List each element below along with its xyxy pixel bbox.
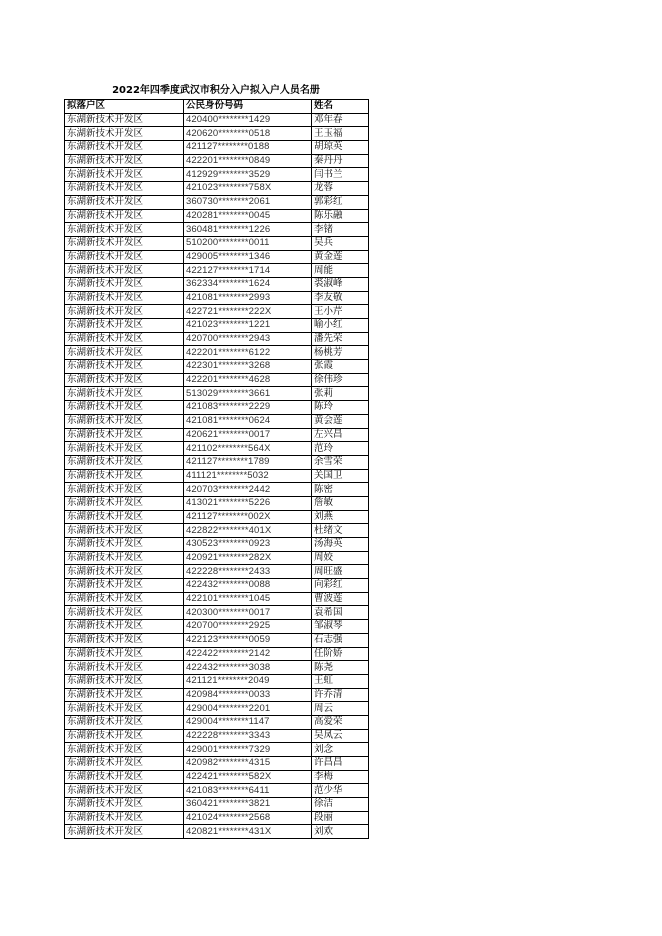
id-number-cell: 420984********0033 xyxy=(184,688,312,702)
id-number-cell: 420921********282X xyxy=(184,551,312,565)
name-cell: 汤海英 xyxy=(312,538,369,552)
name-cell: 曹波莲 xyxy=(312,592,369,606)
name-cell: 陈尧 xyxy=(312,661,369,675)
district-cell: 东湖新技术开发区 xyxy=(65,538,184,552)
table-row xyxy=(65,154,369,168)
table-row xyxy=(65,811,369,825)
id-number-cell: 360481********1226 xyxy=(184,223,312,237)
id-number-cell: 420400********1429 xyxy=(184,113,312,127)
id-number-cell: 422422********2142 xyxy=(184,647,312,661)
id-number-cell: 422228********3343 xyxy=(184,729,312,743)
district-cell: 东湖新技术开发区 xyxy=(65,305,184,319)
district-cell: 东湖新技术开发区 xyxy=(65,195,184,209)
district-cell: 东湖新技术开发区 xyxy=(65,579,184,593)
district-cell: 东湖新技术开发区 xyxy=(65,811,184,825)
name-cell: 关国卫 xyxy=(312,469,369,483)
district-cell: 东湖新技术开发区 xyxy=(65,291,184,305)
district-cell: 东湖新技术开发区 xyxy=(65,346,184,360)
header-id-number: 公民身份号码 xyxy=(184,100,312,114)
name-cell: 范玲 xyxy=(312,442,369,456)
name-cell: 张霞 xyxy=(312,360,369,374)
district-cell: 东湖新技术开发区 xyxy=(65,606,184,620)
id-number-cell: 513029********3661 xyxy=(184,387,312,401)
table-row xyxy=(65,250,369,264)
name-cell: 胡琼英 xyxy=(312,141,369,155)
table-body xyxy=(65,113,369,838)
name-cell: 陈乐融 xyxy=(312,209,369,223)
id-number-cell: 421023********1221 xyxy=(184,319,312,333)
id-number-cell: 420621********0017 xyxy=(184,428,312,442)
table-row xyxy=(65,688,369,702)
name-cell: 周能 xyxy=(312,264,369,278)
table-row xyxy=(65,674,369,688)
table-row xyxy=(65,661,369,675)
name-cell: 秦丹丹 xyxy=(312,154,369,168)
district-cell: 东湖新技术开发区 xyxy=(65,565,184,579)
id-number-cell: 429005********1346 xyxy=(184,250,312,264)
name-cell: 郭彩红 xyxy=(312,195,369,209)
id-number-cell: 421083********6411 xyxy=(184,784,312,798)
table-row xyxy=(65,113,369,127)
id-number-cell: 422123********0059 xyxy=(184,633,312,647)
name-cell: 陈玲 xyxy=(312,401,369,415)
district-cell: 东湖新技术开发区 xyxy=(65,715,184,729)
name-cell: 许昌昌 xyxy=(312,757,369,771)
table-row xyxy=(65,784,369,798)
district-cell: 东湖新技术开发区 xyxy=(65,319,184,333)
id-number-cell: 420620********0518 xyxy=(184,127,312,141)
header-district: 拟落户区 xyxy=(65,100,184,114)
table-row xyxy=(65,305,369,319)
table-row xyxy=(65,360,369,374)
table-row xyxy=(65,606,369,620)
name-cell: 黄金莲 xyxy=(312,250,369,264)
district-cell: 东湖新技术开发区 xyxy=(65,182,184,196)
name-cell: 吴兵 xyxy=(312,236,369,250)
id-number-cell: 413021********5226 xyxy=(184,496,312,510)
district-cell: 东湖新技术开发区 xyxy=(65,702,184,716)
name-cell: 段丽 xyxy=(312,811,369,825)
district-cell: 东湖新技术开发区 xyxy=(65,729,184,743)
table-row xyxy=(65,236,369,250)
table-row xyxy=(65,319,369,333)
table-row xyxy=(65,729,369,743)
table-row xyxy=(65,223,369,237)
table-row xyxy=(65,428,369,442)
table-row xyxy=(65,798,369,812)
id-number-cell: 420821********431X xyxy=(184,825,312,839)
table-row xyxy=(65,743,369,757)
id-number-cell: 421023********758X xyxy=(184,182,312,196)
name-cell: 石志强 xyxy=(312,633,369,647)
name-cell: 张莉 xyxy=(312,387,369,401)
district-cell: 东湖新技术开发区 xyxy=(65,264,184,278)
district-cell: 东湖新技术开发区 xyxy=(65,757,184,771)
table-row xyxy=(65,195,369,209)
id-number-cell: 430523********0923 xyxy=(184,538,312,552)
name-cell: 袁希国 xyxy=(312,606,369,620)
id-number-cell: 421083********2229 xyxy=(184,401,312,415)
id-number-cell: 429004********1147 xyxy=(184,715,312,729)
table-row xyxy=(65,825,369,839)
district-cell: 东湖新技术开发区 xyxy=(65,661,184,675)
id-number-cell: 421127********0188 xyxy=(184,141,312,155)
district-cell: 东湖新技术开发区 xyxy=(65,551,184,565)
name-cell: 王小芹 xyxy=(312,305,369,319)
district-cell: 东湖新技术开发区 xyxy=(65,414,184,428)
name-cell: 潘先荣 xyxy=(312,332,369,346)
name-cell: 向彩红 xyxy=(312,579,369,593)
district-cell: 东湖新技术开发区 xyxy=(65,168,184,182)
district-cell: 东湖新技术开发区 xyxy=(65,496,184,510)
id-number-cell: 422421********582X xyxy=(184,770,312,784)
table-row xyxy=(65,387,369,401)
name-cell: 闫书兰 xyxy=(312,168,369,182)
id-number-cell: 422432********0088 xyxy=(184,579,312,593)
name-cell: 周旺盛 xyxy=(312,565,369,579)
table-row xyxy=(65,483,369,497)
table-row xyxy=(65,168,369,182)
name-cell: 刘念 xyxy=(312,743,369,757)
id-number-cell: 420982********4315 xyxy=(184,757,312,771)
district-cell: 东湖新技术开发区 xyxy=(65,442,184,456)
table-row xyxy=(65,647,369,661)
district-cell: 东湖新技术开发区 xyxy=(65,825,184,839)
district-cell: 东湖新技术开发区 xyxy=(65,784,184,798)
name-cell: 李梅 xyxy=(312,770,369,784)
table-row xyxy=(65,141,369,155)
district-cell: 东湖新技术开发区 xyxy=(65,401,184,415)
district-cell: 东湖新技术开发区 xyxy=(65,620,184,634)
name-cell: 范少华 xyxy=(312,784,369,798)
id-number-cell: 422721********222X xyxy=(184,305,312,319)
table-row xyxy=(65,702,369,716)
district-cell: 东湖新技术开发区 xyxy=(65,387,184,401)
id-number-cell: 411121********5032 xyxy=(184,469,312,483)
id-number-cell: 360730********2061 xyxy=(184,195,312,209)
district-cell: 东湖新技术开发区 xyxy=(65,483,184,497)
district-cell: 东湖新技术开发区 xyxy=(65,524,184,538)
district-cell: 东湖新技术开发区 xyxy=(65,209,184,223)
name-cell: 詹敏 xyxy=(312,496,369,510)
id-number-cell: 422432********3038 xyxy=(184,661,312,675)
document-title: 2022年四季度武汉市积分入户拟入户人员名册 xyxy=(112,85,320,96)
name-cell: 吴凤云 xyxy=(312,729,369,743)
id-number-cell: 421121********2049 xyxy=(184,674,312,688)
id-number-cell: 420700********2943 xyxy=(184,332,312,346)
name-cell: 喻小红 xyxy=(312,319,369,333)
name-cell: 王虹 xyxy=(312,674,369,688)
id-number-cell: 420703********2442 xyxy=(184,483,312,497)
id-number-cell: 429004********2201 xyxy=(184,702,312,716)
id-number-cell: 421024********2568 xyxy=(184,811,312,825)
name-cell: 刘欢 xyxy=(312,825,369,839)
table-row xyxy=(65,715,369,729)
table-row xyxy=(65,620,369,634)
district-cell: 东湖新技术开发区 xyxy=(65,223,184,237)
table-row xyxy=(65,757,369,771)
district-cell: 东湖新技术开发区 xyxy=(65,236,184,250)
table-row xyxy=(65,373,369,387)
name-cell: 余雪荣 xyxy=(312,455,369,469)
id-number-cell: 422822********401X xyxy=(184,524,312,538)
name-cell: 李锗 xyxy=(312,223,369,237)
roster-table xyxy=(64,99,369,839)
header-name: 姓名 xyxy=(312,100,369,114)
id-number-cell: 420300********0017 xyxy=(184,606,312,620)
district-cell: 东湖新技术开发区 xyxy=(65,250,184,264)
name-cell: 许乔清 xyxy=(312,688,369,702)
district-cell: 东湖新技术开发区 xyxy=(65,277,184,291)
id-number-cell: 422201********0849 xyxy=(184,154,312,168)
district-cell: 东湖新技术开发区 xyxy=(65,592,184,606)
district-cell: 东湖新技术开发区 xyxy=(65,798,184,812)
id-number-cell: 420700********2925 xyxy=(184,620,312,634)
id-number-cell: 422201********4628 xyxy=(184,373,312,387)
district-cell: 东湖新技术开发区 xyxy=(65,455,184,469)
name-cell: 黄会莲 xyxy=(312,414,369,428)
district-cell: 东湖新技术开发区 xyxy=(65,510,184,524)
id-number-cell: 422301********3268 xyxy=(184,360,312,374)
district-cell: 东湖新技术开发区 xyxy=(65,688,184,702)
id-number-cell: 421102********564X xyxy=(184,442,312,456)
district-cell: 东湖新技术开发区 xyxy=(65,770,184,784)
district-cell: 东湖新技术开发区 xyxy=(65,647,184,661)
name-cell: 王玉福 xyxy=(312,127,369,141)
header-row xyxy=(65,100,369,114)
name-cell: 裘淑峰 xyxy=(312,277,369,291)
name-cell: 邹淑琴 xyxy=(312,620,369,634)
name-cell: 任阶娇 xyxy=(312,647,369,661)
id-number-cell: 422228********2433 xyxy=(184,565,312,579)
district-cell: 东湖新技术开发区 xyxy=(65,428,184,442)
table-row xyxy=(65,442,369,456)
district-cell: 东湖新技术开发区 xyxy=(65,633,184,647)
table-row xyxy=(65,565,369,579)
name-cell: 周姣 xyxy=(312,551,369,565)
name-cell: 左兴昌 xyxy=(312,428,369,442)
table-row xyxy=(65,127,369,141)
district-cell: 东湖新技术开发区 xyxy=(65,127,184,141)
district-cell: 东湖新技术开发区 xyxy=(65,360,184,374)
table-row xyxy=(65,182,369,196)
id-number-cell: 421127********002X xyxy=(184,510,312,524)
id-number-cell: 362334********1624 xyxy=(184,277,312,291)
table-row xyxy=(65,401,369,415)
id-number-cell: 510200********0011 xyxy=(184,236,312,250)
table-row xyxy=(65,496,369,510)
id-number-cell: 429001********7329 xyxy=(184,743,312,757)
id-number-cell: 421081********2993 xyxy=(184,291,312,305)
name-cell: 周云 xyxy=(312,702,369,716)
district-cell: 东湖新技术开发区 xyxy=(65,154,184,168)
table-row xyxy=(65,277,369,291)
name-cell: 刘燕 xyxy=(312,510,369,524)
id-number-cell: 420281********0045 xyxy=(184,209,312,223)
name-cell: 李友敬 xyxy=(312,291,369,305)
table-row xyxy=(65,414,369,428)
table-row xyxy=(65,291,369,305)
table-row xyxy=(65,551,369,565)
name-cell: 陈密 xyxy=(312,483,369,497)
table-row xyxy=(65,538,369,552)
district-cell: 东湖新技术开发区 xyxy=(65,469,184,483)
name-cell: 高爱荣 xyxy=(312,715,369,729)
name-cell: 龙蓉 xyxy=(312,182,369,196)
table-row xyxy=(65,209,369,223)
table-row xyxy=(65,524,369,538)
table-row xyxy=(65,633,369,647)
id-number-cell: 421127********1789 xyxy=(184,455,312,469)
district-cell: 东湖新技术开发区 xyxy=(65,373,184,387)
district-cell: 东湖新技术开发区 xyxy=(65,332,184,346)
name-cell: 徐洁 xyxy=(312,798,369,812)
district-cell: 东湖新技术开发区 xyxy=(65,141,184,155)
name-cell: 杨桃芳 xyxy=(312,346,369,360)
id-number-cell: 421081********0624 xyxy=(184,414,312,428)
table-row xyxy=(65,592,369,606)
district-cell: 东湖新技术开发区 xyxy=(65,743,184,757)
table-row xyxy=(65,346,369,360)
district-cell: 东湖新技术开发区 xyxy=(65,113,184,127)
name-cell: 邓年春 xyxy=(312,113,369,127)
name-cell: 杜绪文 xyxy=(312,524,369,538)
id-number-cell: 422127********1714 xyxy=(184,264,312,278)
name-cell: 徐伟珍 xyxy=(312,373,369,387)
id-number-cell: 422201********6122 xyxy=(184,346,312,360)
table-row xyxy=(65,455,369,469)
id-number-cell: 360421********3821 xyxy=(184,798,312,812)
table-row xyxy=(65,579,369,593)
table-row xyxy=(65,332,369,346)
district-cell: 东湖新技术开发区 xyxy=(65,674,184,688)
table-row xyxy=(65,770,369,784)
table-row xyxy=(65,264,369,278)
table-row xyxy=(65,469,369,483)
id-number-cell: 412929********3529 xyxy=(184,168,312,182)
id-number-cell: 422101********1045 xyxy=(184,592,312,606)
table-row xyxy=(65,510,369,524)
